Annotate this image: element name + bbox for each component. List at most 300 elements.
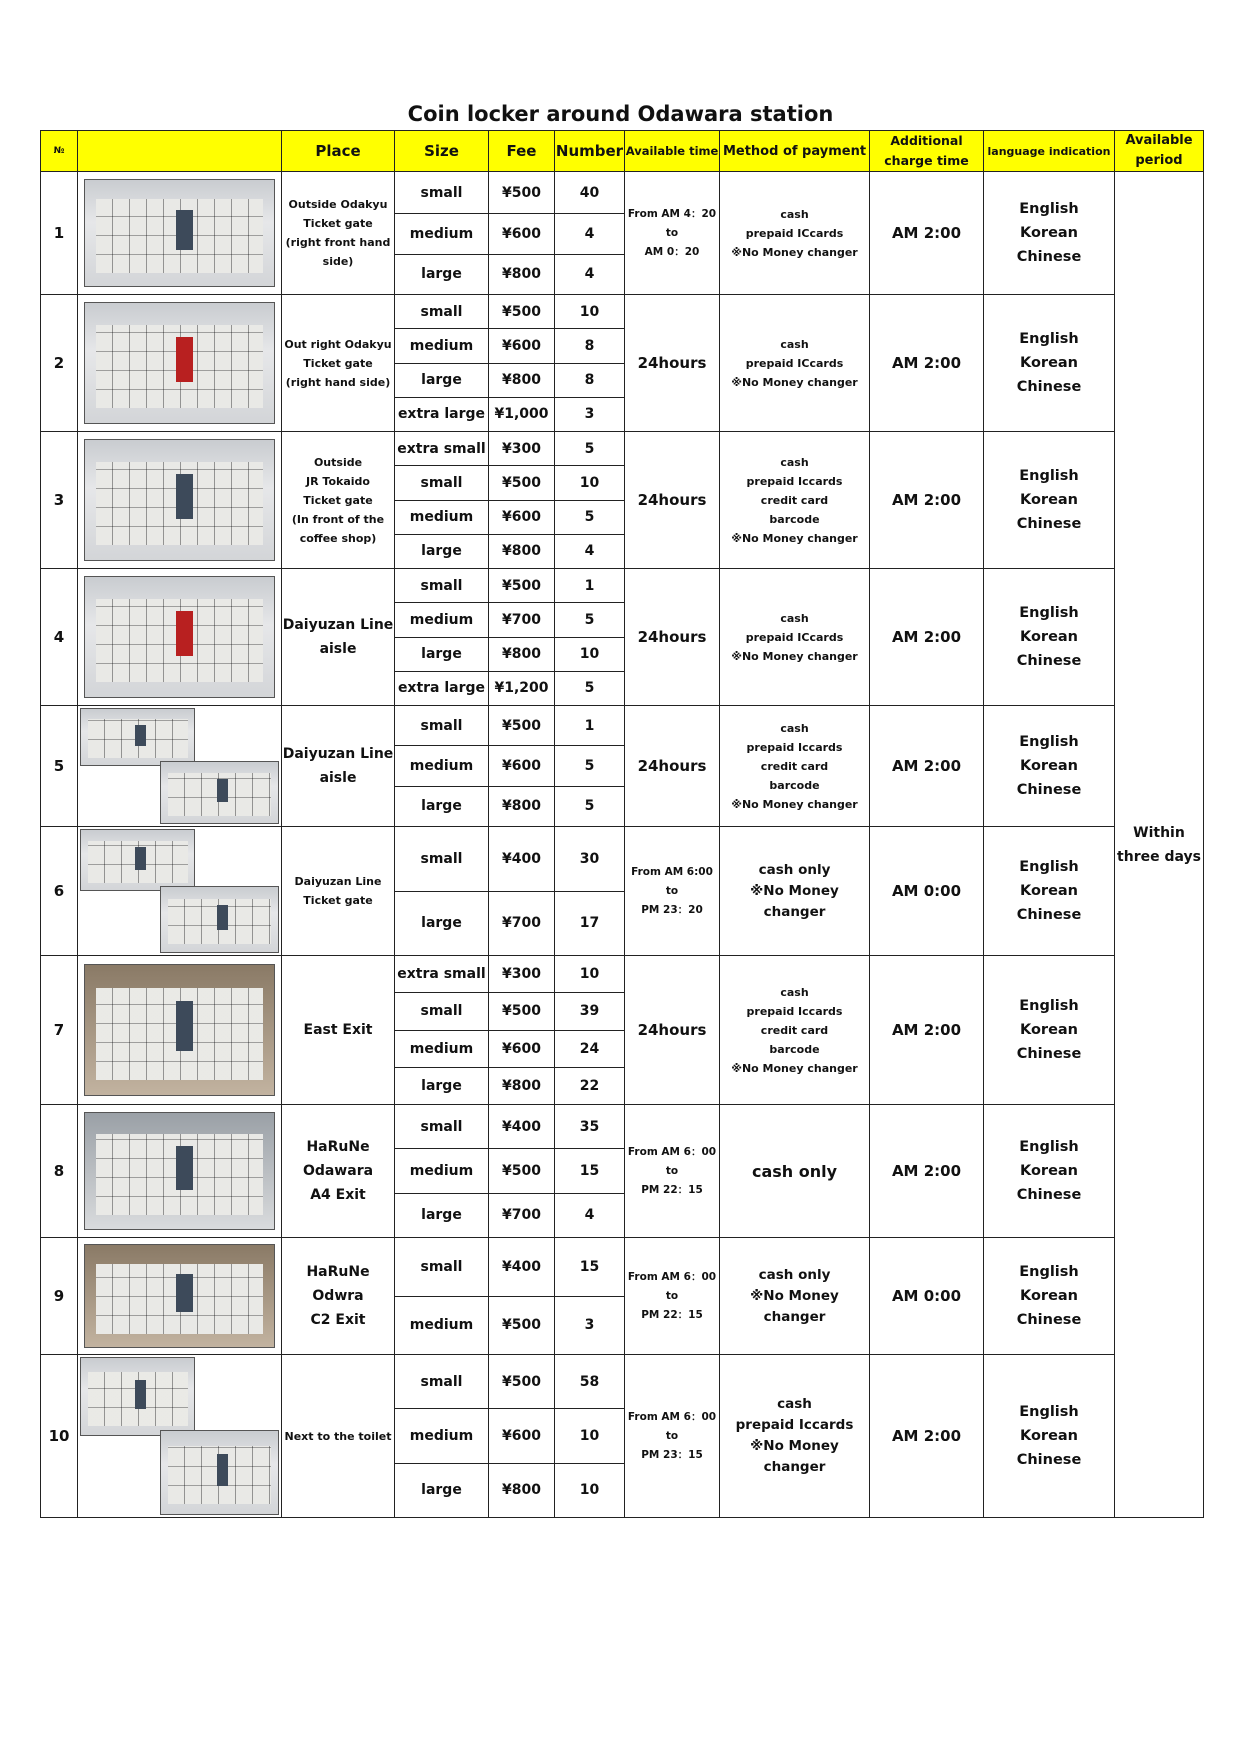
- location-place: [282, 1238, 395, 1355]
- locker-image: [84, 1244, 275, 1347]
- locker-fee: ¥500: [489, 1355, 555, 1409]
- locker-control-panel: [217, 1454, 228, 1486]
- language-line: Korean: [1019, 1022, 1079, 1038]
- language-line: Korean: [1019, 355, 1079, 371]
- time-line: PM 23：15: [641, 1448, 703, 1461]
- payment-line: credit card: [760, 759, 829, 773]
- header-additional-line: charge time: [884, 153, 969, 168]
- header-method-of-payment: Method of payment: [720, 131, 870, 172]
- page-title: Coin locker around Odawara station: [407, 102, 834, 126]
- locker-size: medium: [395, 746, 489, 786]
- payment-method: [720, 706, 870, 827]
- language-line: Chinese: [1016, 249, 1082, 265]
- locker-image: [160, 886, 279, 953]
- locker-fee: ¥400: [489, 827, 555, 892]
- location-number: 10: [41, 1355, 78, 1518]
- location-photo-cell: [78, 172, 282, 295]
- locker-count: 4: [555, 214, 625, 254]
- time-line: to: [665, 226, 679, 239]
- locker-photo: [80, 958, 279, 1102]
- language-line: English: [1019, 998, 1079, 1014]
- location-number: 4: [41, 569, 78, 706]
- locker-fee: ¥800: [489, 1067, 555, 1104]
- locker-size: medium: [395, 500, 489, 534]
- locker-photo: [80, 1107, 279, 1235]
- available-time: [625, 1355, 720, 1518]
- locker-size: extra small: [395, 432, 489, 466]
- locker-photo: [80, 434, 279, 566]
- locker-image: [160, 1430, 279, 1515]
- additional-charge-time: AM 2:00: [870, 956, 984, 1105]
- locker-count: 8: [555, 363, 625, 397]
- place-line: HaRuNe: [306, 1264, 370, 1280]
- time-line: AM 0：20: [644, 245, 700, 258]
- table-row: [41, 172, 1204, 214]
- location-number: 1: [41, 172, 78, 295]
- available-time: [625, 1105, 720, 1238]
- available-time: [625, 172, 720, 295]
- locker-control-panel: [176, 210, 193, 250]
- locker-count: 17: [555, 891, 625, 956]
- locker-control-panel: [176, 611, 193, 656]
- additional-charge-time: AM 2:00: [870, 432, 984, 569]
- table-row: [41, 432, 1204, 466]
- locker-size: large: [395, 891, 489, 956]
- place-line: Outside: [313, 455, 363, 469]
- locker-fee: ¥800: [489, 1463, 555, 1517]
- payment-line: prepaid Iccards: [746, 740, 843, 754]
- locker-size: small: [395, 1355, 489, 1409]
- location-place: [282, 956, 395, 1105]
- time-line: PM 22：15: [641, 1308, 703, 1321]
- period-line: Within: [1133, 824, 1185, 841]
- place-line: side): [322, 255, 354, 268]
- locker-count: 10: [555, 295, 625, 329]
- locker-count: 3: [555, 397, 625, 431]
- header-period-line: period: [1135, 153, 1183, 168]
- locker-control-panel: [176, 337, 193, 382]
- locker-image: [80, 1357, 195, 1436]
- locker-image: [160, 761, 279, 824]
- locker-count: 4: [555, 534, 625, 568]
- locker-count: 22: [555, 1067, 625, 1104]
- payment-line: prepaid ICcards: [745, 356, 844, 370]
- time-line: to: [665, 1289, 679, 1302]
- locker-size: extra large: [395, 671, 489, 705]
- locker-count: 5: [555, 786, 625, 826]
- place-line: Ticket gate: [303, 894, 373, 907]
- available-time: [625, 1238, 720, 1355]
- locker-count: 15: [555, 1238, 625, 1297]
- available-time: [625, 706, 720, 827]
- language-line: English: [1019, 1139, 1079, 1155]
- location-place: [282, 1105, 395, 1238]
- payment-line: prepaid Iccards: [735, 1417, 854, 1433]
- locker-fee: ¥600: [489, 214, 555, 254]
- location-photo-cell: [78, 1105, 282, 1238]
- locker-count: 4: [555, 1193, 625, 1237]
- locker-photo: [80, 829, 279, 953]
- locker-fee: ¥800: [489, 254, 555, 294]
- available-time: [625, 956, 720, 1105]
- header-period-line: Available: [1125, 133, 1193, 148]
- locker-fee: ¥400: [489, 1105, 555, 1149]
- location-photo-cell: [78, 706, 282, 827]
- table-row: [41, 956, 1204, 993]
- time-line: to: [665, 1164, 679, 1177]
- payment-line: cash: [777, 1396, 812, 1412]
- table-row: [41, 827, 1204, 892]
- locker-table-body: [41, 172, 1204, 1518]
- payment-line: prepaid ICcards: [745, 226, 844, 240]
- locker-fee: ¥1,000: [489, 397, 555, 431]
- time-line: From AM 6：00: [627, 1270, 717, 1283]
- time-line: to: [665, 884, 679, 897]
- table-row: [41, 569, 1204, 603]
- location-place: [282, 295, 395, 432]
- locker-photo: [80, 708, 279, 824]
- payment-line: ※No Money changer: [750, 1287, 839, 1325]
- payment-line: ※No Money changer: [750, 1438, 839, 1475]
- locker-count: 10: [555, 637, 625, 671]
- locker-count: 5: [555, 500, 625, 534]
- locker-count: 10: [555, 956, 625, 993]
- location-number: 8: [41, 1105, 78, 1238]
- language-indication: [984, 1238, 1115, 1355]
- place-line: A4 Exit: [310, 1187, 366, 1203]
- place-line: (In front of the: [291, 512, 385, 526]
- header-fee: Fee: [489, 131, 555, 172]
- locker-size: large: [395, 1067, 489, 1104]
- payment-line: cash: [780, 985, 809, 999]
- locker-table: [40, 130, 1204, 1518]
- language-line: Korean: [1019, 1163, 1079, 1179]
- locker-image: [80, 708, 195, 766]
- language-line: English: [1019, 734, 1079, 750]
- place-line: Odawara: [302, 1163, 374, 1179]
- available-time: [625, 827, 720, 956]
- payment-line: cash only: [751, 1161, 838, 1181]
- payment-line: ※No Money changer: [731, 531, 858, 545]
- locker-fee: ¥800: [489, 786, 555, 826]
- place-line: East Exit: [303, 1022, 373, 1038]
- locker-count: 10: [555, 1409, 625, 1463]
- payment-method: [720, 295, 870, 432]
- location-number: 3: [41, 432, 78, 569]
- locker-size: medium: [395, 1030, 489, 1067]
- language-indication: [984, 1355, 1115, 1518]
- language-indication: [984, 569, 1115, 706]
- locker-fee: ¥500: [489, 993, 555, 1030]
- language-line: Korean: [1019, 758, 1079, 774]
- language-line: Chinese: [1016, 907, 1082, 923]
- location-photo-cell: [78, 827, 282, 956]
- locker-count: 5: [555, 746, 625, 786]
- place-line: aisle: [319, 770, 357, 786]
- place-line: coffee shop): [299, 531, 377, 545]
- additional-charge-time: AM 0:00: [870, 1238, 984, 1355]
- table-row: [41, 1355, 1204, 1409]
- location-photo-cell: [78, 569, 282, 706]
- payment-line: ※No Money changer: [731, 797, 858, 811]
- locker-size: small: [395, 993, 489, 1030]
- locker-photo: [80, 1357, 279, 1515]
- locker-count: 5: [555, 603, 625, 637]
- locker-count: 3: [555, 1296, 625, 1355]
- locker-image: [84, 302, 275, 423]
- locker-size: extra small: [395, 956, 489, 993]
- locker-size: large: [395, 534, 489, 568]
- header-available-period: [1115, 131, 1204, 172]
- payment-line: cash: [780, 337, 809, 351]
- locker-control-panel: [135, 847, 145, 870]
- place-line: Next to the toilet: [284, 1429, 392, 1443]
- language-line: English: [1019, 468, 1079, 484]
- table-row: [41, 295, 1204, 329]
- location-place: [282, 1355, 395, 1518]
- locker-fee: ¥500: [489, 1296, 555, 1355]
- location-place: [282, 706, 395, 827]
- language-indication: [984, 295, 1115, 432]
- language-line: Chinese: [1016, 1312, 1082, 1328]
- language-indication: [984, 432, 1115, 569]
- payment-line: cash only: [758, 1266, 831, 1283]
- additional-charge-time: AM 0:00: [870, 827, 984, 956]
- table-row: [41, 1105, 1204, 1149]
- place-line: Daiyuzan Line: [282, 746, 394, 762]
- locker-control-panel: [135, 725, 145, 746]
- locker-count: 5: [555, 671, 625, 705]
- additional-charge-time: AM 2:00: [870, 569, 984, 706]
- locker-fee: ¥800: [489, 363, 555, 397]
- locker-size: small: [395, 172, 489, 214]
- language-line: Chinese: [1016, 379, 1082, 395]
- header-additional-line: Additional: [890, 133, 963, 148]
- available-period: [1115, 172, 1204, 1518]
- locker-size: medium: [395, 1149, 489, 1193]
- locker-fee: ¥1,200: [489, 671, 555, 705]
- locker-count: 58: [555, 1355, 625, 1409]
- locker-photo: [80, 174, 279, 292]
- locker-count: 10: [555, 1463, 625, 1517]
- locker-control-panel: [217, 779, 228, 802]
- locker-count: 1: [555, 569, 625, 603]
- available-time: [625, 432, 720, 569]
- locker-size: medium: [395, 1409, 489, 1463]
- locker-size: small: [395, 706, 489, 746]
- location-place: [282, 172, 395, 295]
- payment-method: [720, 172, 870, 295]
- payment-line: cash: [780, 611, 809, 625]
- payment-method: [720, 1238, 870, 1355]
- locker-count: 24: [555, 1030, 625, 1067]
- locker-fee: ¥300: [489, 956, 555, 993]
- locker-fee: ¥500: [489, 1149, 555, 1193]
- place-line: Daiyuzan Line: [294, 875, 382, 888]
- locker-fee: ¥600: [489, 329, 555, 363]
- locker-image: [84, 576, 275, 697]
- locker-image: [84, 1112, 275, 1230]
- payment-method: [720, 569, 870, 706]
- locker-count: 35: [555, 1105, 625, 1149]
- locker-count: 10: [555, 466, 625, 500]
- language-indication: [984, 1105, 1115, 1238]
- locker-photo: [80, 571, 279, 703]
- language-line: Chinese: [1016, 653, 1082, 669]
- time-line: From AM 6:00: [631, 865, 713, 878]
- locker-fee: ¥800: [489, 637, 555, 671]
- place-line: JR Tokaido: [306, 474, 370, 488]
- locker-control-panel: [176, 1274, 193, 1312]
- locker-photo: [80, 1240, 279, 1352]
- locker-fee: ¥400: [489, 1238, 555, 1297]
- language-indication: [984, 706, 1115, 827]
- locker-count: 4: [555, 254, 625, 294]
- location-photo-cell: [78, 1238, 282, 1355]
- payment-method: [720, 1355, 870, 1518]
- locker-size: medium: [395, 603, 489, 637]
- locker-count: 15: [555, 1149, 625, 1193]
- time-line: to: [665, 1429, 679, 1442]
- locker-fee: ¥700: [489, 1193, 555, 1237]
- location-number: 6: [41, 827, 78, 956]
- locker-size: large: [395, 1193, 489, 1237]
- language-line: Chinese: [1016, 1452, 1082, 1468]
- locker-image: [84, 179, 275, 288]
- language-line: Korean: [1019, 1428, 1079, 1444]
- locker-size: small: [395, 1105, 489, 1149]
- locker-fee: ¥500: [489, 706, 555, 746]
- header-additional-charge-time: [870, 131, 984, 172]
- payment-line: cash: [780, 721, 809, 735]
- location-place: [282, 569, 395, 706]
- language-line: Korean: [1019, 883, 1079, 899]
- payment-method: [720, 956, 870, 1105]
- locker-control-panel: [176, 1001, 193, 1051]
- payment-line: prepaid ICcards: [745, 630, 844, 644]
- payment-line: cash only: [758, 861, 831, 878]
- locker-size: medium: [395, 214, 489, 254]
- locker-control-panel: [217, 905, 228, 930]
- place-line: Odwra: [312, 1288, 364, 1304]
- time-line: PM 22：15: [641, 1183, 703, 1196]
- time-line: 24hours: [637, 490, 707, 509]
- locker-size: medium: [395, 329, 489, 363]
- payment-line: ※No Money changer: [731, 1061, 858, 1075]
- locker-size: extra large: [395, 397, 489, 431]
- time-line: From AM 6：00: [627, 1410, 717, 1423]
- location-place: [282, 432, 395, 569]
- location-number: 9: [41, 1238, 78, 1355]
- language-line: English: [1019, 331, 1079, 347]
- header-number: Number: [555, 131, 625, 172]
- language-line: Chinese: [1016, 516, 1082, 532]
- language-line: English: [1019, 1404, 1079, 1420]
- locker-size: small: [395, 295, 489, 329]
- locker-count: 1: [555, 706, 625, 746]
- language-line: Chinese: [1016, 1046, 1082, 1062]
- locker-size: small: [395, 466, 489, 500]
- language-line: Korean: [1019, 492, 1079, 508]
- table-row: [41, 706, 1204, 746]
- time-line: From AM 4：20: [627, 207, 717, 220]
- locker-control-panel: [176, 1146, 193, 1190]
- locker-size: medium: [395, 1296, 489, 1355]
- locker-size: large: [395, 363, 489, 397]
- locker-count: 30: [555, 827, 625, 892]
- locker-fee: ¥600: [489, 500, 555, 534]
- locker-count: 5: [555, 432, 625, 466]
- payment-line: barcode: [769, 512, 820, 526]
- locker-size: large: [395, 254, 489, 294]
- payment-line: cash: [780, 455, 809, 469]
- additional-charge-time: AM 2:00: [870, 295, 984, 432]
- locker-fee: ¥700: [489, 891, 555, 956]
- payment-line: ※No Money changer: [731, 245, 858, 259]
- location-photo-cell: [78, 432, 282, 569]
- place-line: HaRuNe: [306, 1139, 370, 1155]
- payment-method: [720, 1105, 870, 1238]
- locker-size: small: [395, 1238, 489, 1297]
- locker-fee: ¥500: [489, 172, 555, 214]
- payment-line: ※No Money changer: [750, 882, 839, 920]
- additional-charge-time: AM 2:00: [870, 706, 984, 827]
- payment-line: ※No Money changer: [731, 375, 858, 389]
- location-number: 5: [41, 706, 78, 827]
- locker-image: [84, 439, 275, 560]
- language-line: Korean: [1019, 1288, 1079, 1304]
- payment-line: prepaid Iccards: [746, 1004, 843, 1018]
- locker-size: small: [395, 569, 489, 603]
- payment-method: [720, 432, 870, 569]
- locker-count: 39: [555, 993, 625, 1030]
- location-photo-cell: [78, 956, 282, 1105]
- location-number: 2: [41, 295, 78, 432]
- locker-fee: ¥600: [489, 1030, 555, 1067]
- location-number: 7: [41, 956, 78, 1105]
- place-line: Ticket gate: [303, 217, 373, 230]
- language-line: English: [1019, 201, 1079, 217]
- place-line: aisle: [319, 641, 357, 657]
- payment-line: barcode: [769, 778, 820, 792]
- locker-size: large: [395, 637, 489, 671]
- language-line: Chinese: [1016, 782, 1082, 798]
- place-line: Ticket gate: [303, 356, 373, 370]
- place-line: C2 Exit: [310, 1312, 366, 1328]
- payment-line: credit card: [760, 493, 829, 507]
- language-line: Korean: [1019, 225, 1079, 241]
- additional-charge-time: AM 2:00: [870, 1355, 984, 1518]
- language-line: Chinese: [1016, 1187, 1082, 1203]
- available-time: [625, 295, 720, 432]
- locker-photo: [80, 297, 279, 429]
- locker-count: 8: [555, 329, 625, 363]
- header-size: Size: [395, 131, 489, 172]
- locker-size: large: [395, 786, 489, 826]
- locker-size: large: [395, 1463, 489, 1517]
- header-photo: [78, 131, 282, 172]
- locker-count: 40: [555, 172, 625, 214]
- additional-charge-time: AM 2:00: [870, 1105, 984, 1238]
- language-line: English: [1019, 859, 1079, 875]
- header-available-time: Available time: [625, 131, 720, 172]
- language-line: Korean: [1019, 629, 1079, 645]
- locker-fee: ¥800: [489, 534, 555, 568]
- locker-fee: ¥500: [489, 466, 555, 500]
- period-line: three days: [1117, 848, 1201, 865]
- location-place: [282, 827, 395, 956]
- language-indication: [984, 172, 1115, 295]
